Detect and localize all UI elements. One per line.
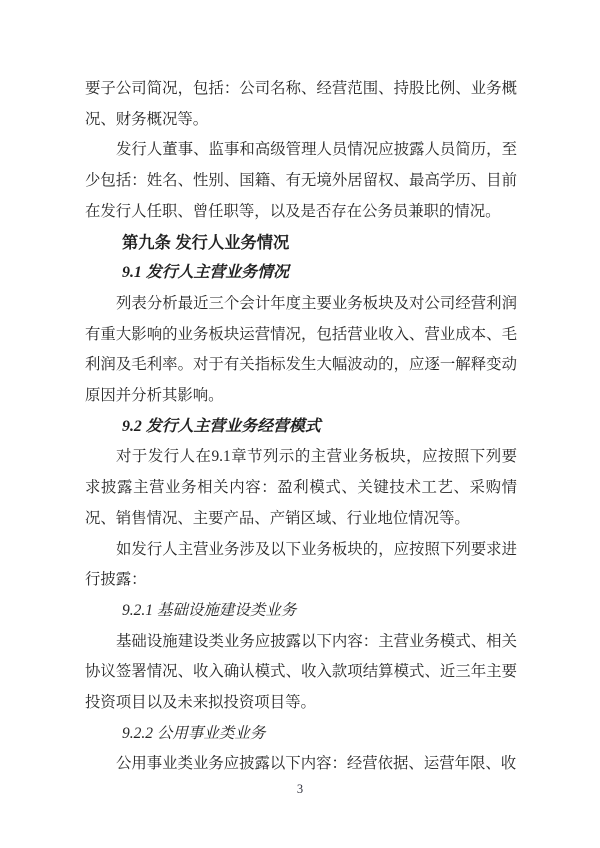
article-heading-9: 第九条 发行人业务情况 bbox=[122, 233, 290, 252]
paragraph-public-utility-business-disclosure: 公用事业类业务应披露以下内容：经营依据、运营年限、收 bbox=[116, 755, 517, 773]
paragraph-sector-disclosure-intro: 如发行人主营业务涉及以下业务板块的，应按照下列要求进行披露： bbox=[85, 540, 517, 589]
subsection-heading-9-2-1: 9.2.1 基础设施建设类业务 bbox=[122, 601, 297, 619]
section-heading-9-1: 9.1 发行人主营业务情况 bbox=[122, 264, 289, 282]
document-body bbox=[85, 74, 517, 780]
paragraph-directors-supervisors-disclosure: 发行人董事、监事和高级管理人员情况应披露人员简历，至少包括：姓名、性别、国籍、有无境外居留权、最高学历、目前在发行人任职、曾任职等，以及是否存在公务员兼职的情况。 bbox=[85, 141, 517, 220]
paragraph-business-model-disclosure: 对于发行人在9.1章节列示的主营业务板块，应按照下列要求披露主营业务相关内容：盈利模式、关键技术工艺、采购情况、销售情况、主要产品、产销区域、行业地位情况等。 bbox=[85, 448, 517, 527]
page-number: 3 bbox=[296, 782, 304, 796]
section-heading-9-2: 9.2 发行人主营业务经营模式 bbox=[122, 417, 321, 435]
subsection-heading-9-2-2: 9.2.2 公用事业类业务 bbox=[122, 724, 266, 742]
paragraph-infrastructure-business-disclosure: 基础设施建设类业务应披露以下内容：主营业务模式、相关协议签署情况、收入确认模式、收入款项结算模式、近三年主要投资项目以及未来拟投资项目等。 bbox=[85, 632, 517, 712]
paragraph-main-business-analysis: 列表分析最近三个会计年度主要业务板块及对公司经营利润有重大影响的业务板块运营情况，包括营业收入、营业成本、毛利润及毛利率。对于有关指标发生大幅波动的，应逐一解释变动原因并分析其影响。 bbox=[85, 294, 517, 405]
paragraph-subsidiary-overview-continuation: 要子公司简况，包括：公司名称、经营范围、持股比例、业务概况、财务概况等。 bbox=[85, 80, 517, 128]
